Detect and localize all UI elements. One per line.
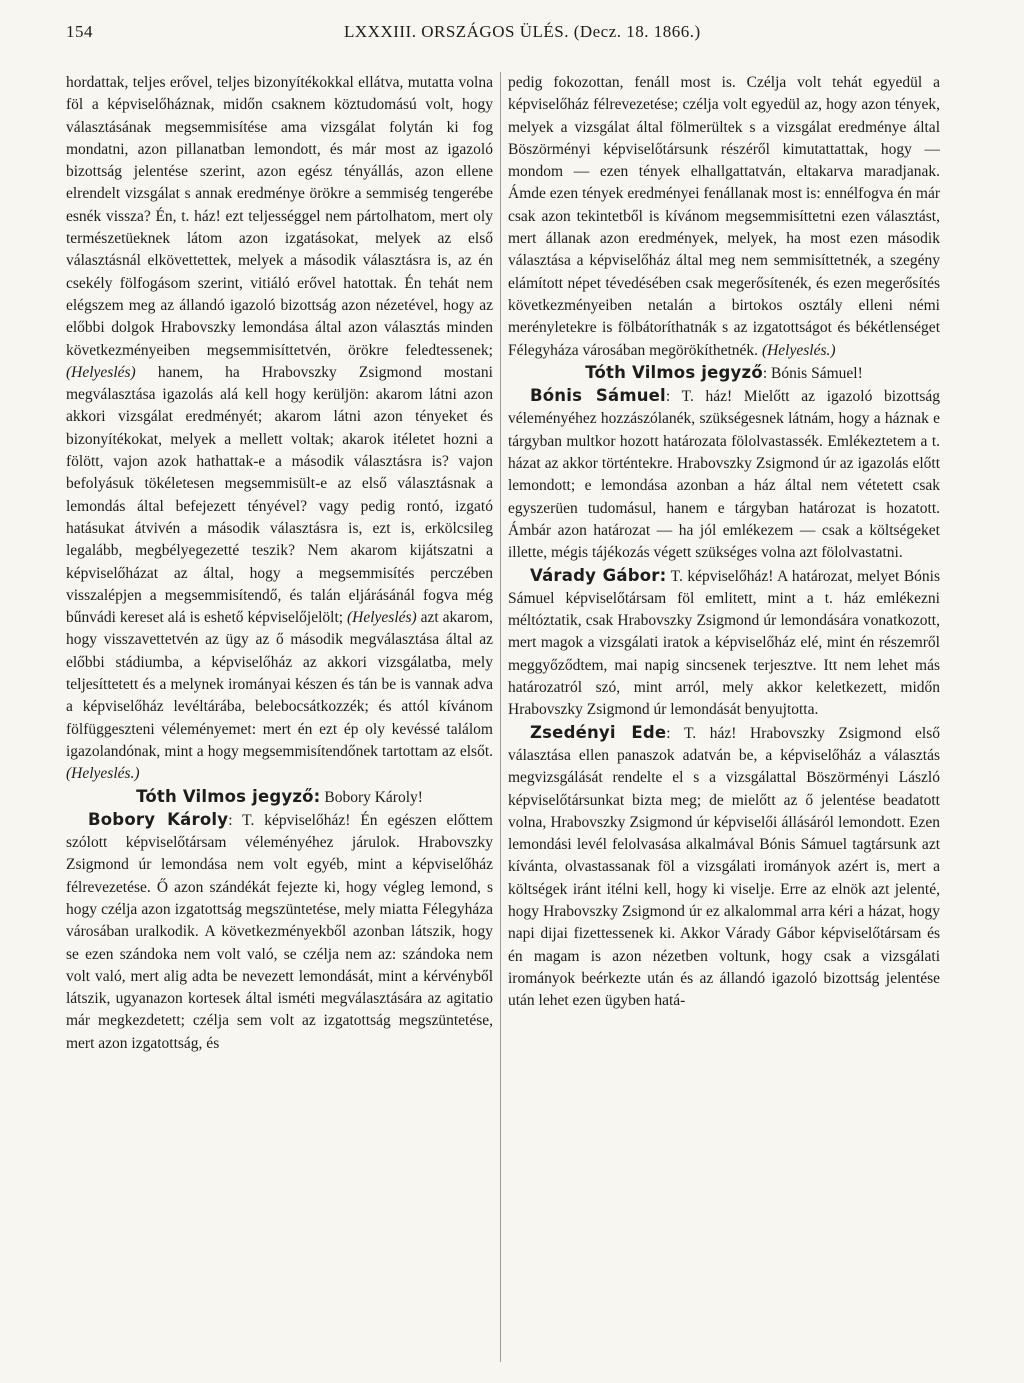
right-column bbox=[508, 72, 940, 1362]
paragraph: Várady Gábor: T. képviselőház! A határozat, melyet Bónis Sámuel képviselőtársam föl emlitett, mint a t. ház emlékezni méltóztatik, csak Hrabovszky Zsigmond úr lemondására vonatkozott, mert magok a vizsgálati iratok a képviselőház elé, mint én részemről meggyőződtem, mai napig sincsenek terjesztve. Itt nem lehet más határozatról szó, mint arról, mely akkor keletkezett, midőn Hrabovszky Zsigmond úr lemondását benyujtotta. bbox=[508, 565, 940, 719]
speaker-name: Bobory Károly bbox=[88, 809, 229, 829]
speaker-name: Várady Gábor: bbox=[530, 565, 667, 585]
speaker-name: Tóth Vilmos jegyző bbox=[585, 362, 763, 382]
speaker-line: Tóth Vilmos jegyző: Bónis Sámuel! bbox=[585, 362, 863, 382]
paragraph: Zsedényi Ede: T. ház! Hrabovszky Zsigmond első választása ellen panaszok adatván be, a képviselőház a választás megvizsgálását rendelte el s a vizsgálattal Böszörményi László képviselőtársunkat bizta meg; de mielőtt az ő jelentése beadatott volna, Hrabovszky Zsigmond úr képviselői állásáról lemondott. Ezen lemondási levél felolvasása alkalmával Bónis Sámuel tagtársunk azt kívánta, olvastassanak föl a vizsgálati irományok azért is, mert a költségek iránt itélni kell, hogy ki viselje. Erre az elnök azt jelenté, hogy Hrabovszky Zsigmond úr ez alkalommal arra kéri a házat, hogy napi dijai fizettessenek ki. Akkor Várady Gábor képviselőtársam és én magam is azon nézetben voltunk, hogy csak a vizsgálati irományok beérkezte után és az állandó igazoló bizottság jelentése után lehet ezen ügyben hatá- bbox=[508, 722, 940, 1010]
paragraph: Bónis Sámuel: T. ház! Mielőtt az igazoló bizottság véleményéhez hozzászólanék, szükségesnek látnám, hogy a háznak e tárgyban multkor hozott határozata fölolvastassék. Emlékeztetem a t. házat az akkor történtekre. Hrabovszky Zsigmond úr az igazolás előtt lemondott; e lemondása azonban a ház által nem vétetett csak egyszerüen tudomásul, hanem e tárgyban határozat is hozatott. Ámbár azon határozat — ha jól emlékezem — csak a költségeket illette, mégis tájékozás végett szükséges volna azt fölolvastatni. bbox=[508, 386, 940, 562]
column-divider bbox=[500, 72, 501, 1362]
paragraph: Bobory Károly: T. képviselőház! Én egészen előttem szólott képviselőtársam véleményéhez járulok. Hrabovszky Zsigmond úr lemondása nem volt egyéb, mint a képviselőház félrevezetése. Ő azon szándékát fejezte ki, hogy végleg lemond, s hogy czélja azon izgatottság megszüntetése, mely miatta Félegyháza városában uralkodik. A következményekből azonban látszik, hogy se ezen szándoka nem volt való, se czélja nem az: szándoka nem volt való, mert alig adta be nevezett lemondását, mint a kérvényből látszik, ugyanazon kortesek által isméti megválasztására az agitatio már megkezdetett; czélja sem volt az izgatottság megszüntetése, mert azon izgatottság, és bbox=[66, 809, 493, 1052]
speaker-name: Tóth Vilmos jegyző: bbox=[136, 786, 321, 806]
speaker-name: Bónis Sámuel bbox=[530, 386, 666, 406]
paragraph: hordattak, teljes erővel, teljes bizonyítékokkal ellátva, mutatta volna föl a képviselőháznak, midőn csaknem köztudomású volt, hogy választásának megsemmisítése ama vizsgálat folytán ki fog mondatni, azon pillanatban lemondott, és már most az igazoló bizottság jelentése szerint, azon egész tényállás, azon ellene elrendelt vizsgálat s annak eredménye örökre a semmiség tengerébe esnék vissza? Én, t. ház! ezt teljességgel nem pártolhatom, mert oly természetüeknek látom azon izgatásokat, melyek az első választásnál elkövettettek, melyek a második választásra is, az én csekély fölfogásom szerint, vitiáló erővel hatottak. Én tehát nem elégszem meg az állandó igazoló bizottság azon nézetével, hogy az előbbi dolgok Hrabovszky lemondása által azon választás minden következményeiben megsemmisíttetvén, örökre feledtessenek; (Helyeslés) hanem, ha Hrabovszky Zsigmond mostani megválasztása igazolás alá kell hogy kerüljön: akarom látni azon akkori vizsgálat eredményét; akarom látni azon tényeket és bizonyítékokat, melyek a mellett voltak; akarok itéletet hozni a fölött, vajon azok hathattak-e a második választásra is? vajon befolyásuk tökéletesen megsemmisült-e az első választásnak a lemondás által befejezett tényével? vagy pedig rontó, izgató hatásukat átvivén a második választásra is, ezt is, erkölcsileg legalább, megbélyegezetté teszik? Nem akarom kijátszatni a képviselőházat az által, hogy a megsemmisítés perczében visszalépjen a megsemmisítendő, és talán eljárásánál fogva még bűnvádi kereset alá is eshető képviselőjelölt; (Helyeslés) azt akarom, hogy visszavettetvén az ügy az ő második megválasztása által az előbbi stádiumba, a képviselőház az akkori vizsgálatba, mely teljesíttetett és a melynek irományai készen és tán be is vannak adva a képviselőház levéltárába, belebocsátkozzék; és attól kívánom fölfüggeszteni véleményemet: mert én ezt ép oly kevéssé találom igazolandónak, mint a hogy megsemmisítendőnek tartottam az elsőt. (Helyeslés.) bbox=[66, 74, 493, 783]
page-header bbox=[66, 22, 956, 50]
left-column bbox=[66, 72, 493, 1362]
speaker-line: Tóth Vilmos jegyző: Bobory Károly! bbox=[136, 786, 423, 806]
page-number: 154 bbox=[66, 22, 93, 41]
paragraph: pedig fokozottan, fenáll most is. Czélja volt tehát egyedül a képviselőház félrevezetése; czélja volt egyedül az, hogy azon tények, melyek a vizsgálat által fölmerültek s a vizsgálat eredménye által Böszörményi képviselőtársunk részéről kimutattattak, hogy — mondom — ezen tények elhallgattatván, eltakarva maradjanak. Ámde ezen tények eredményei fenállanak most is: ennélfogva én már csak azon tekintetből is kívánom megsemmisíttetni ezen választást, mert állanak azon eredmények, melyek, ha most ezen második választása a képviselőház által meg nem semmisíttetnék, a szegény elámított népet tévedésében csak megerősítenék, és ezen megerősítés következményeiben netalán a birtokos osztály elleni némi merényletekre is fölbátoríthatnák s az izgatottságot és békétlenséget Félegyháza városában megörökíthetnék. (Helyeslés.) bbox=[508, 74, 940, 359]
running-title: LXXXIII. ORSZÁGOS ÜLÉS. (Decz. 18. 1866.) bbox=[344, 22, 701, 41]
speaker-name: Zsedényi Ede bbox=[530, 722, 667, 742]
